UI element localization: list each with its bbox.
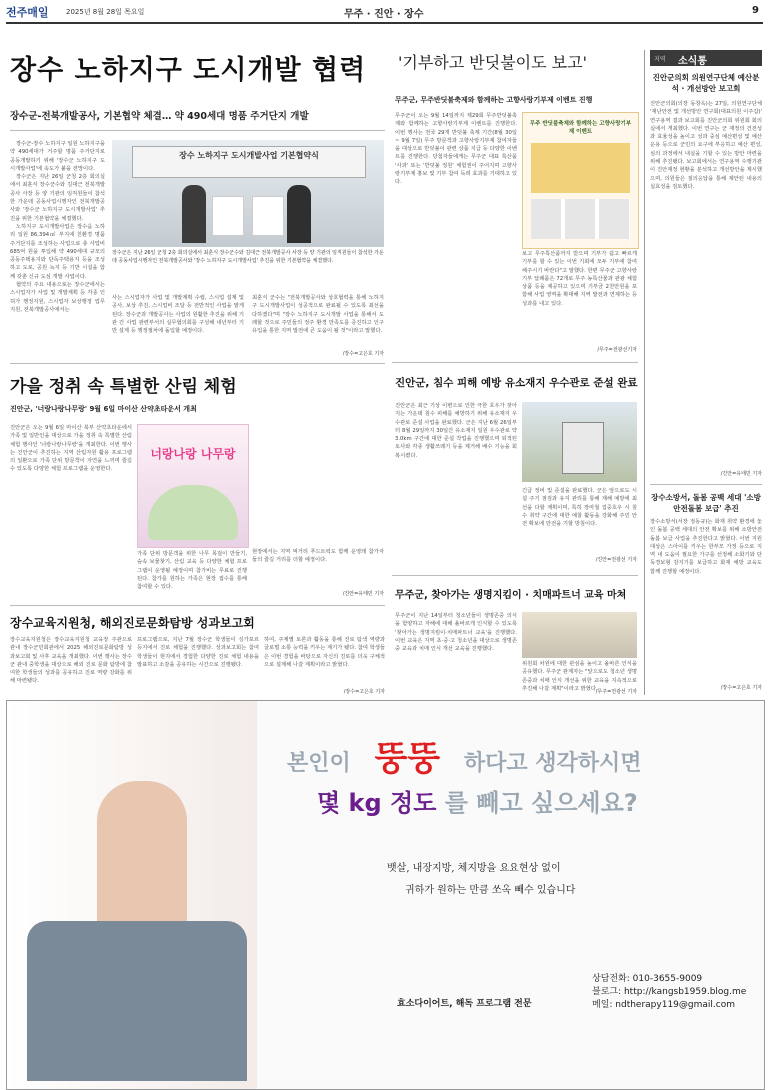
a2-byline: /무주=전광선기자 xyxy=(597,347,637,353)
ad-emphasis: 뚱뚱 xyxy=(374,739,441,779)
a4-column-2: 가족 단위 방문객을 위한 나무 목걸이 만들기, 숲속 보물찾기, 산림 교육 등 다양한 체험 프로그램이 운영될 예정이며 참가비는 무료로 진행된다. 참가를 원하는 가족은 현장 접수를 통해 참여할 수 있다. xyxy=(137,551,247,591)
a3-column-2: 긴급 정비 및 준설을 완료했다. 군은 앞으로도 시설 주기 점검과 유지 관리를 통해 재해 예방에 최선을 다할 계획이며, 특히 장마철 집중호우 시 침수 취약 구간에 대한 예찰 활동을 강화해 주민 안전 확보에 만전을 기할 방침이다. xyxy=(522,488,637,528)
a2-poster xyxy=(522,112,639,249)
agreement-document xyxy=(212,196,244,236)
ad-email: 메일: ndtherapy119@gmail.com xyxy=(592,1000,735,1010)
a1-caption: 장수군은 지난 26일 군청 2층 회의실에서 최훈식 장수군수와 김대근 전북개발공사 사장 등 양 기관의 임직원들이 참석한 가운데 공동사업시행자인 전북개발공사와 '장수 노하지구 도시개발사업' 추진을 위한 기본협약을 체결했다. xyxy=(112,250,384,264)
ad-brand: 효소다이어트, 해독 프로그램 전문 xyxy=(397,999,532,1009)
a1-column-1 xyxy=(10,140,105,360)
a5-photo xyxy=(522,612,637,658)
a3-photo xyxy=(522,402,637,482)
ad-headline-2 xyxy=(317,783,757,818)
ad-line-4: 귀하가 원하는 만큼 쏘옥 빼수 있습니다 xyxy=(405,885,576,896)
agreement-document xyxy=(252,196,284,236)
a4-column-3: 현장에서는 지역 먹거리 푸드트럭도 함께 운영돼 참가자들의 즐길 거리를 더할 예정이다. xyxy=(252,549,384,564)
a1-photo xyxy=(112,140,384,247)
sidebar-story1-byline: /진안=유태민 기자 xyxy=(720,471,762,477)
ad-blog: 블로그: http://kangsb1959.blog.me xyxy=(592,987,747,997)
ad-text: 하다고 생각하시면 xyxy=(463,751,642,776)
ad-model-image xyxy=(7,701,257,1089)
issue-date: 2025년 8월 28일 목요일 xyxy=(66,8,145,16)
divider xyxy=(10,363,385,364)
divider xyxy=(650,484,762,485)
poster-illustration xyxy=(148,485,238,540)
a2-column-2: 보고 무주특산품까지 받으며 기부가 쉽고 빠르게 기부를 할 수 있는 이번 기회에 모두 기부에 참여해주시기 바란다"고 말했다. 한편 무주군 고향사랑기부 답례품은 72개로 무주 농특산물과 관광 체험상품 등을 제공하고 있으며 기부금 2천만원을 포함해 사업 영역을 확대해 지역 발전과 연계하는 등 성과를 내고 있다. xyxy=(522,251,637,307)
a4-byline: /진안=유태민 기자 xyxy=(342,591,384,597)
a5-headline: 무주군, 찾아가는 생명지킴이 · 치매파트너 교육 마쳐 xyxy=(395,590,627,601)
divider xyxy=(10,130,385,131)
page-number: 9 xyxy=(752,5,759,16)
sidebar-story2-byline: /장수=고은호 기자 xyxy=(720,685,762,691)
a3-headline: 진안군, 침수 피해 예방 유소재지 우수관로 준설 완료 xyxy=(395,377,638,389)
sidebar-story2-body: 장수소방서(서장 정동규)는 화재 취약 환경에 놓인 돌봄 공백 세대의 안전 확보를 위해 소방안전돌봄 보급 사업을 추진한다고 밝혔다. 이번 지원 대상은 스아이를 키우는 한부모 가정 등으로 지역 내 도움이 필요한 가구를 선정해 소화기와 단독경보형 감지기를 보급하고 화재 예방 교육도 함께 진행할 예정이다. xyxy=(650,519,762,575)
a1-column-3: 최훈식 군수는 "전북개발공사와 상호협력을 통해 노하지구 도시개발사업이 성공적으로 완료될 수 있도록 최선을 다하겠다"며 "장수 노하지구 도시개발 사업을 통해서 도래할 것으로 주민들의 정주 환경 만족도를 증진하고 인구 유입을 통한 지역 발전에 큰 도움이 될 것"이라고 말했다. xyxy=(252,295,384,335)
a2-column-1: 무주군이 오는 9월 14일까지 제29회 무주반딧불축제와 함께하는 고향사랑기부제 이벤트를 진행한다. 이번 행사는 전국 29개 반딧불 축제 기간(8월 30일 ~ 9월 7일) 무주 방문객과 고향사랑기부제 참여자들을 대상으로 반딧불이 관련 상품 지급 등 다양한 이벤트를 진행한다. 당첨자들에게는 무주군 대표 특산품 '사과' 또는 '반딧불 정원' 체험권이 주어지며 고향사랑기부제 홍보 및 기부 참여 독려 효과를 기대하고 있다. xyxy=(395,113,517,186)
a1-column-2: 사는 스시업자가 사업 및 개발계획 수립, 스시업 설계 및 공사, 보상 추진, 스시업비 조달 등 전반적인 사업을 맡게 된다. 장수군과 개발공사는 사업의 원활한 추진을 위해 기관 간 사업 관련부서의 실무협의회를 구성해 내년부터 기반 설계 등 행정절차에 돌입할 예정이다. xyxy=(112,295,244,335)
a2-headline: '기부하고 반딧불이도 보고' xyxy=(398,53,587,72)
sidebar-divider xyxy=(644,50,645,695)
a5-byline: /무주=전광선 기자 xyxy=(595,689,637,695)
a6-column-3: 하여, 주제별 토론과 활동을 통해 진로 탐색 역량과 글로벌 소통 능력을 키우는 계기가 됐다. 참여 학생들은 이번 경험을 바탕으로 자신의 진로를 더욱 구체적으로 설계해 나갈 계획이라고 밝혔다. xyxy=(264,637,385,668)
a5-column-2: 위원회 차원에 대한 관심을 높이고 올바른 인식을 공유했다. 무주군 관계자는 "앞으로도 청소년 생명존중과 치매 인식 개선을 위한 교육을 지속적으로 추진해 나갈 계획"이라고 밝혔다. xyxy=(522,661,637,692)
page-header xyxy=(6,2,763,24)
sidebar-story1-body: 진안군의회(의장 동창옥)는 27일, 의원연구단체 '재난안전 및 개선방안 연구회(대표의원 이주갑)' 연구용역 결과 보고회를 진안군의회 위원회 회의실에서 개최했다. 이번 연구는 군 재정의 건전성과 효율성을 높이고 성과 중심 예산편성 및 예산운용 등으로 군민의 요구에 부응하고 예산 편성, 심의 과정에서 내실을 기할 수 있는 방안 마련을 위해 추진됐다. 보고회에서는 연구용역 수행기관이 진안재정 현황을 분석하고 개선방안을 제시했으며, 의원들은 질의응답을 통해 제안된 내용의 실효성을 검토했다. xyxy=(650,101,762,190)
poster-graphic xyxy=(531,143,630,193)
a5-column-1: 무주군이 지난 14일부터 청소년들이 생명존중 의식을 함양하고 자해에 대해 올바르게 인식할 수 있도록 '찾아가는 생명지킴이·치매파트너 교육'을 진행했다. 이번 교육은 지역 초·중·고 청소년을 대상으로 생명존중 교육과 치매 인식 개선 교육을 진행했다. xyxy=(395,613,517,653)
paragraph: 장수군-장수 노하지구 일원 노하지구을 약 490세대가 거주할 명품 주거단지로 공동개발하기 위해 '장수군 노하지구 도시개발사업'에 속도가 붙을 전망이다. xyxy=(10,141,105,172)
person-figure xyxy=(182,185,206,243)
poster-products xyxy=(531,199,630,239)
a3-column-1: 진안군은 최근 기상 이변으로 인한 극한 호우가 잦아지는 가운데 침수 피해를 예방하기 위해 유소재지 우수관로 준설 사업을 완료했다. 군은 지난 6월 26일부터 8월 29일까지 30일간 유소재지 일원 우수관로 약 3.0km 구간에 대한 준설 작업을 진행했으며 퇴적된 토사와 각종 생활쓰레기 등을 제거해 배수 기능을 회복시켰다. xyxy=(395,403,517,459)
sidebar-tag-title: 소식통 xyxy=(678,56,707,67)
divider xyxy=(10,605,385,606)
a1-headline: 장수 노하지구 도시개발 협력 xyxy=(10,55,367,86)
a4-headline: 가을 정취 속 특별한 산림 체험 xyxy=(10,377,237,397)
newspaper-name: 전주매일 xyxy=(6,6,49,19)
ad-text: 를 빼고 싶으세요? xyxy=(444,789,638,817)
a1-subtitle: 장수군-전북개발공사, 기본협약 체결… 약 490세대 명품 주거단지 개발 xyxy=(10,111,309,122)
divider xyxy=(392,575,638,576)
ad-text: 본인이 xyxy=(287,751,351,776)
a6-column-2: 프로그램으로, 지난 7월 장수군 학생들이 싱가포르 등지에서 진로 체험을 진행했다. 성과보고회는 참여 학생들이 현지에서 경험한 다양한 진로 체험 내용을 발표하고 소감을 공유하는 시간으로 진행됐다. xyxy=(137,637,259,668)
ad-contact xyxy=(592,973,746,1012)
a2-subtitle: 무주군, 무주반딧불축제와 함께하는 고향사랑기부제 이벤트 진행 xyxy=(395,96,593,104)
model-torso xyxy=(97,781,187,931)
person-figure xyxy=(287,185,311,243)
a4-poster xyxy=(137,424,249,548)
oversized-jeans xyxy=(27,921,247,1081)
a3-byline: /진안=전광선 기자 xyxy=(595,557,637,563)
paragraph: 노하지구 도시개발사업은 장수읍 노하리 일원 86,394㎡ 부지에 친환경 명품 주거단지를 조성하는 사업으로 총 사업비 685억 원을 투입해 약 490세대 규모의 공동주택용지와 단독주택용지 등을 조성하고 도로, 공원 녹지 등 기반 시설을 함께 갖춘 신규 도심 개발 사업이다. xyxy=(10,223,105,280)
paragraph: 장수군은 지난 26일 군청 2층 회의실에서 최훈식 장수군수와 김대근 전북개발공사 사장 등 양 기관의 임직원들이 참석한 가운데 공동사업시행자인 전북개발공사와 '장수군 노하지구 도시개발사업' 추진을 위한 기본협약을 체결했다. xyxy=(10,174,105,222)
a1-byline: /장수=고은호 기자 xyxy=(342,351,384,357)
section-title: 무주 · 진안 · 장수 xyxy=(344,9,424,20)
a4-column-1: 진안군은 오는 9월 6일 마이산 북부 산약초타운에서 가족 및 일반인을 대상으로 가을 정취 속 특별한 산림 체험 행사인 '너랑나랑나무랑'을 개최한다. 이번 행사는 진안군이 추진하는 지역 산림자원 활용 프로그램의 일환으로 가족 단위 방문객이 자연을 느끼며 즐길 수 있도록 다양한 체험 프로그램을 운영한다. xyxy=(10,425,132,473)
divider xyxy=(392,362,638,363)
paragraph: 협약의 주요 내용으로는 장수군에서는 스시업자가 사업 및 개발계획 등 각종 인허가 행정지원, 스시업자 보상행정 업무 지원, 전북개발공사에서는 xyxy=(10,282,105,313)
sidebar-tag xyxy=(650,50,762,66)
poster-title: 너랑나랑 나무랑 xyxy=(150,447,236,461)
sidebar-tag-label: 지역 xyxy=(654,56,666,63)
ad-headline-1 xyxy=(287,731,757,780)
diet-advertisement xyxy=(6,700,765,1090)
ad-emphasis: 몇 kg 정도 xyxy=(317,789,437,817)
ad-phone: 상담전화: 010-3655-9009 xyxy=(592,974,703,984)
ad-line-3: 뱃살, 내장지방, 체지방을 요요현상 없이 xyxy=(387,863,561,874)
poster-title: 무주 반딧불축제와 함께하는 고향사랑기부제 이벤트 xyxy=(529,121,632,135)
a6-headline: 장수교육지원청, 해외진로문화탐방 성과보고회 xyxy=(10,616,255,630)
sewer-truck xyxy=(562,422,604,474)
photo-banner: 장수 노하지구 도시개발사업 기본협약식 xyxy=(132,146,366,178)
a6-byline: /장수=고은호 기자 xyxy=(343,689,385,695)
sidebar-story2-title: 장수소방서, 돌봄 공백 세대 '소방안전돌봄 보급' 추진 xyxy=(651,493,761,513)
a4-subtitle: 진안군, '너랑나랑나무랑' 9월 6일 마이산 산약초타운서 개최 xyxy=(10,405,197,413)
a6-column-1: 장수교육지원청은 장수교육지원청 교육장 주관으로 관내 장수군민회관에서 2025 해외진로문화탐방 성과보고회 및 사후 교육을 개최했다. 이번 행사는 장수군 관내 중학생을 대상으로 해외 진로 문화 탐방에 참여한 학생들의 성과를 공유하고 진로 역량 강화를 위해 마련됐다. xyxy=(10,637,132,685)
sidebar-story1-title: 진안군의회 의원연구단체 예산분석 · 개선방안 보고회 xyxy=(652,73,760,93)
